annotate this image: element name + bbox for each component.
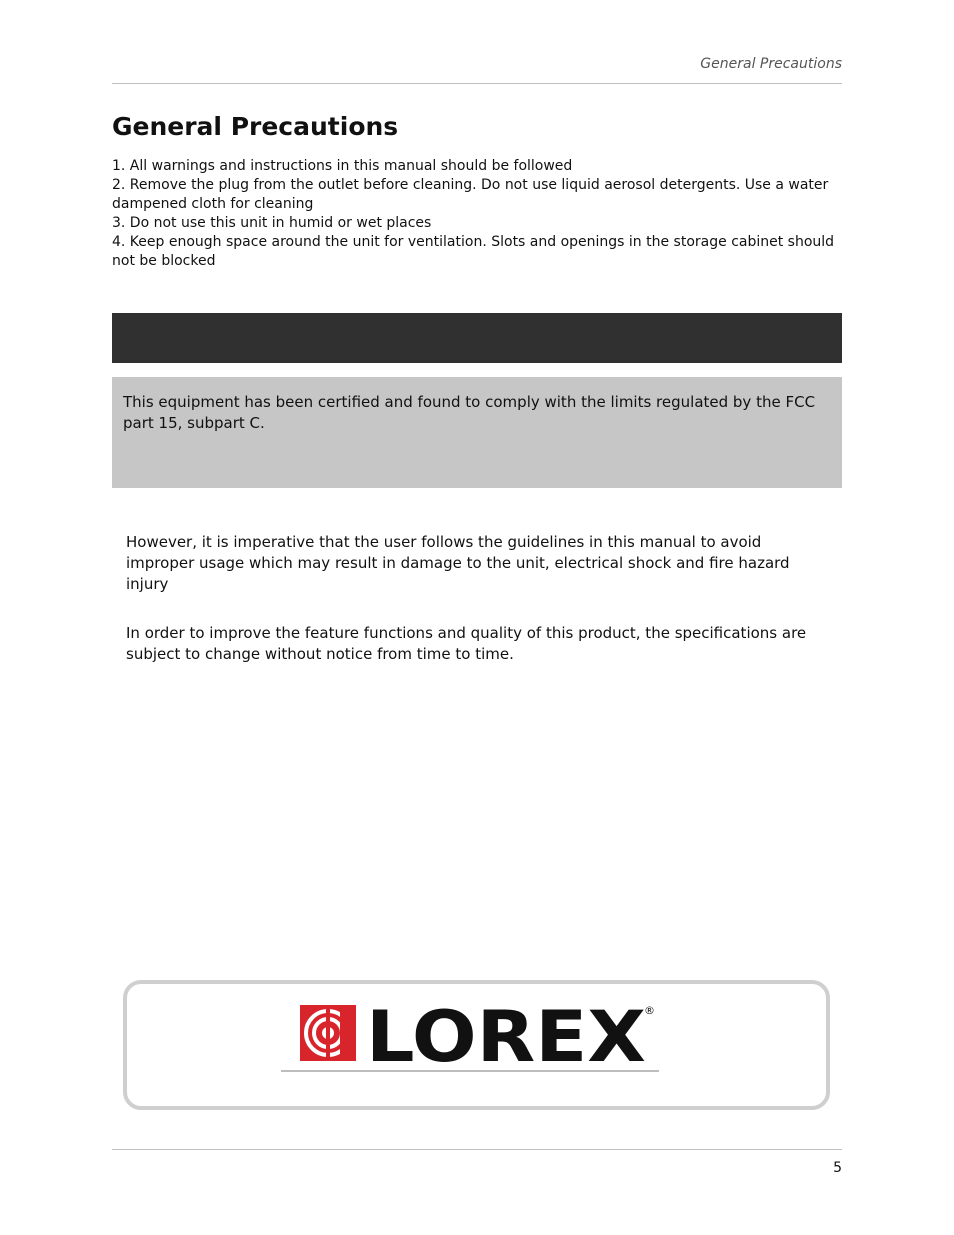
precaution-item: 1. All warnings and instructions in this manual should be followed	[112, 158, 573, 174]
section-banner	[112, 313, 842, 363]
logo-wordmark: LOREX	[366, 1001, 646, 1065]
precautions-list	[112, 157, 844, 271]
footer-rule	[112, 1149, 842, 1150]
lorex-emblem-icon	[300, 1005, 356, 1061]
running-header: General Precautions	[700, 56, 842, 72]
usage-warning-paragraph: However, it is imperative that the user follows the guidelines in this manual to avoid improper usage which may result in damage to the unit, electrical shock and fire hazard injury	[126, 533, 790, 593]
fcc-notice-box	[112, 377, 842, 488]
header-rule	[112, 83, 842, 84]
page-title: General Precautions	[112, 112, 399, 141]
registered-mark: ®	[644, 1004, 655, 1017]
precaution-item: 4. Keep enough space around the unit for ventilation. Slots and openings in the storage cabinet should not be blocked	[112, 234, 835, 269]
page-number: 5	[833, 1160, 842, 1176]
precaution-item: 3. Do not use this unit in humid or wet places	[112, 215, 432, 231]
precaution-item: 2. Remove the plug from the outlet before cleaning. Do not use liquid aerosol detergents. Use a water dampened cloth for cleaning	[112, 177, 829, 212]
spec-change-paragraph: In order to improve the feature functions and quality of this product, the specifications are subject to change without notice from time to time.	[126, 624, 807, 663]
fcc-notice-text: This equipment has been certified and found to comply with the limits regulated by the FCC part 15, subpart C.	[123, 393, 816, 432]
lorex-logo	[296, 1001, 656, 1065]
logo-underline	[281, 1070, 659, 1072]
